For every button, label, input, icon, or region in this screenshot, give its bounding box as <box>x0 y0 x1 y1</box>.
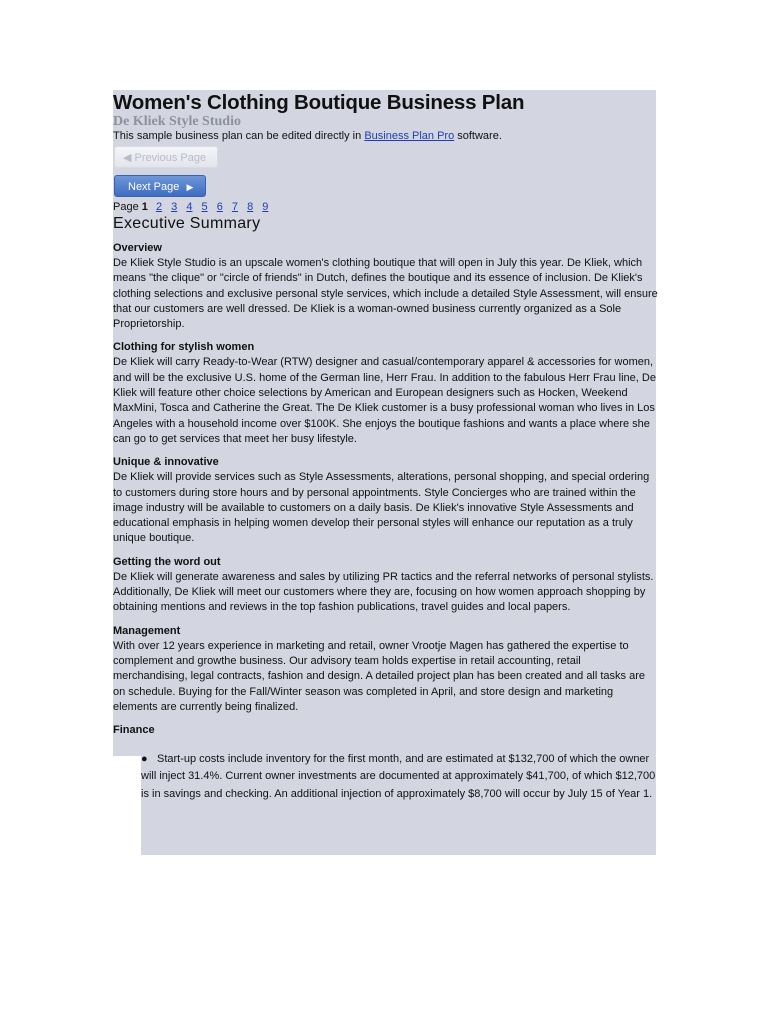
clothing-text: De Kliek will carry Ready-to-Wear (RTW) designer and casual/contemporary apparel & accessories for women, and will be the exclusive U.S. home of the German line, Herr Frau. In addition to the fabulous Herr Frau line, De Kliek will feature other choice selections by American and European designers such as Hocken, Weekend MaxMini, Tosca and Catherine the Great. The De Kliek customer is a busy professional woman who lives in Los Angeles with a household income over $100K. She enjoys the boutique fashions and wants a place where she can go to get services that meet her busy lifestyle. <box>113 356 656 445</box>
unique-heading: Unique & innovative <box>113 456 219 469</box>
word-out-text: De Kliek will generate awareness and sales by utilizing PR tactics and the referral networks of personal stylists. Additionally, De Kliek will meet our customers where they are, focusing on how women approach shopping by obtaining mentions and reviews in the top fashion publications, travel guides and local papers. <box>113 570 654 614</box>
management-text: With over 12 years experience in marketing and retail, owner Vrootje Magen has gathered the expertise to complement and growthe business. Our advisory team holds expertise in retail accounting, retail merchandising, legal contracts, fashion and design. A detailed project plan has been created and all tasks are on schedule. Buying for the Fall/Winter season was completed in April, and store design and marketing elements are currently being finalized. <box>113 639 646 713</box>
finance-bullet-text: Start-up costs include inventory for the first month, and are estimated at $132,700 of which the owner will inject 31.4%. Current owner investments are documented at approximately $41,700, of which $12,700 is in savings and checking. An additional injection of approximately $8,700 will occur by July 15 of Year 1. <box>141 753 656 800</box>
pager-link-7[interactable]: 7 <box>231 201 239 213</box>
word-out-heading: Getting the word out <box>113 555 221 568</box>
pager-link-9[interactable]: 9 <box>262 201 269 213</box>
bullet-icon: ● <box>141 753 148 766</box>
pager-current-page: 1 <box>141 201 148 213</box>
unique-text: De Kliek will provide services such as Style Assessments, alterations, personal shopping, and special ordering to customers during store hours and by personal appointments. Style Concierges who are trained within the image industry will be available to customers on a daily basis. De Kliek's innovative Style Assessments and educational emphasis in helping women develop their personal styles will enhance our reputation as a truly unique boutique. <box>113 471 650 545</box>
pager-link-2[interactable]: 2 <box>155 201 163 213</box>
finance-heading: Finance <box>113 724 155 737</box>
previous-page-label: Previous Page <box>134 152 207 164</box>
pager-link-8[interactable]: 8 <box>247 201 254 213</box>
intro-text-after: software. <box>454 130 502 142</box>
management-heading: Management <box>113 624 181 637</box>
overview-heading: Overview <box>113 242 162 254</box>
left-triangle-icon: ◀ <box>123 152 132 164</box>
page-title: Women's Clothing Boutique Business Plan <box>113 91 525 114</box>
pager-link-5[interactable]: 5 <box>201 201 208 213</box>
next-page-button[interactable] <box>114 175 206 197</box>
previous-page-button[interactable] <box>114 146 218 168</box>
clothing-heading: Clothing for stylish women <box>113 341 255 354</box>
pager-link-6[interactable]: 6 <box>216 201 223 213</box>
pager-link-3[interactable]: 3 <box>171 201 178 213</box>
overview-text: De Kliek Style Studio is an upscale women's clothing boutique that will open in July this year. De Kliek, which means "the clique" or "circle of friends" in Dutch, defines the boutique and its essence of inclusion. De Kliek's clothing selections and exclusive personal style services, which include a detailed Style Assessment, will ensure that our customers are well dressed. De Kliek is a woman-owned business currently organized as a Sole Proprietorship. <box>113 257 658 331</box>
pagination <box>113 200 658 214</box>
finance-list <box>141 751 658 803</box>
intro-text-before: This sample business plan can be edited directly in <box>113 130 365 142</box>
pager-link-4[interactable]: 4 <box>186 201 193 213</box>
pager-label: Page <box>113 201 139 213</box>
intro-text <box>113 129 658 143</box>
business-plan-pro-link[interactable]: Business Plan Pro <box>364 130 455 142</box>
list-item <box>141 751 658 803</box>
right-triangle-icon: ▶ <box>186 182 194 192</box>
page-subtitle: De Kliek Style Studio <box>113 114 241 129</box>
section-title: Executive Summary <box>113 215 261 232</box>
document-content <box>113 91 658 803</box>
next-page-label: Next Page <box>128 181 180 193</box>
